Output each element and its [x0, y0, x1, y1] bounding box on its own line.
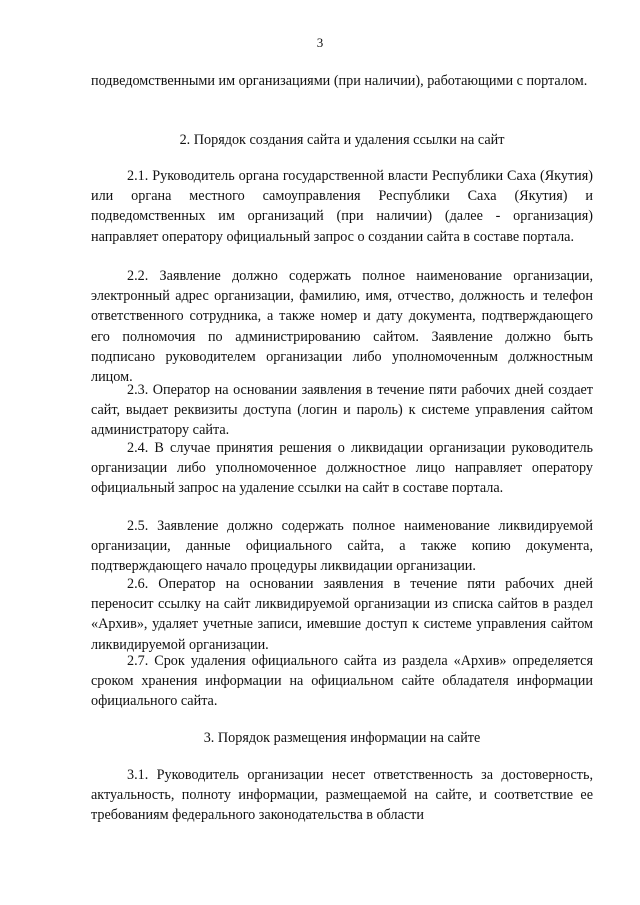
paragraph-2-3: 2.3. Оператор на основании заявления в течение пяти рабочих дней создает сайт, выдает реквизиты доступа (логин и пароль) к системе управления сайтом администратору сайта.: [91, 382, 593, 439]
section-2-heading: 2. Порядок создания сайта и удаления ссылки на сайт: [179, 132, 505, 148]
paragraph-2-4: 2.4. В случае принятия решения о ликвидации организации руководитель организации либо уполномоченное должностное лицо направляет оператору официальный запрос на удаление ссылки на сайт в составе портала.: [91, 440, 593, 497]
page-number: 3: [316, 35, 324, 50]
section-3-heading: 3. Порядок размещения информации на сайте: [203, 730, 481, 746]
paragraph-2-7: 2.7. Срок удаления официального сайта из раздела «Архив» определяется сроком хранения информации на официальном сайте обладателя информации официального сайта.: [91, 653, 593, 710]
paragraph-2-2: 2.2. Заявление должно содержать полное наименование организации, электронный адрес организации, фамилию, имя, отчество, должность и телефон ответственного сотрудника, а также номер и дату документа, подтверждающего его полномочия по администрированию сайтом. Заявление должно быть подписано руководителем организации либо уполномоченным должностным лицом.: [91, 268, 593, 386]
paragraph-2-5: 2.5. Заявление должно содержать полное наименование ликвидируемой организации, данные официального сайта, а также копию документа, подтверждающего начало процедуры ликвидации организации.: [91, 518, 593, 575]
paragraph-2-1: 2.1. Руководитель органа государственной власти Республики Саха (Якутия) или органа местного самоуправления Республики Саха (Якутия) и подведомственных им организаций (при наличии) (далее - организация) направляет оператору официальный запрос о создании сайта в составе портала.: [91, 168, 593, 245]
continuation-paragraph: подведомственными им организациями (при наличии), работающими с порталом.: [91, 73, 588, 89]
paragraph-2-6: 2.6. Оператор на основании заявления в течение пяти рабочих дней переносит ссылку на сайт ликвидируемой организации из списка сайтов в раздел «Архив», удаляет учетные записи, имевшие доступ к системе управления сайтом ликвидируемой организации.: [91, 576, 593, 653]
paragraph-3-1: 3.1. Руководитель организации несет ответственность за достоверность, актуальность, полноту информации, размещаемой на сайте, и соответствие ее требованиям федерального законодательства в области: [91, 767, 593, 824]
